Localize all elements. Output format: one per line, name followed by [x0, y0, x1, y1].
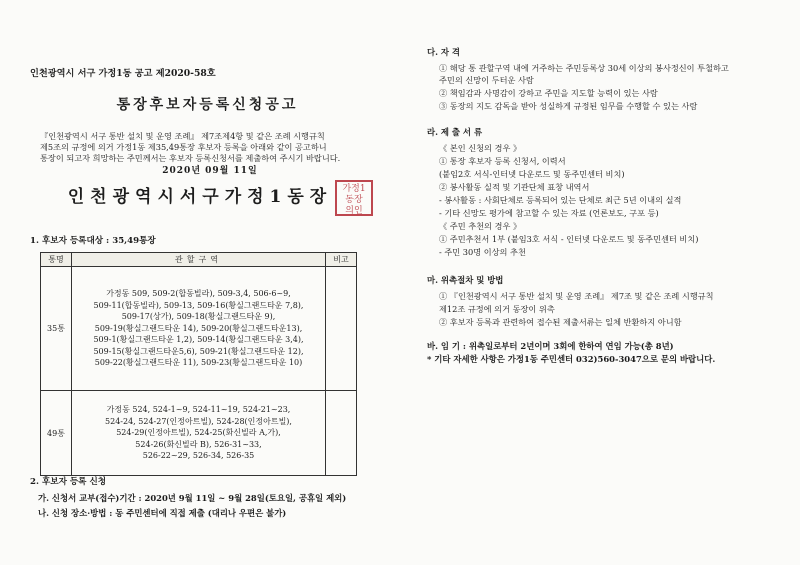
qualification-item: ② 책임감과 사명감이 강하고 주민을 지도할 능력이 있는 사람 [439, 88, 658, 98]
documents-item: - 기타 신망도 평가에 참고할 수 있는 자료 (언론보도, 구포 등) [439, 208, 659, 218]
procedure-title: 마. 위촉절차 및 방법 [427, 275, 504, 285]
procedure-item: 제12조 규정에 의거 동장이 위촉 [439, 304, 555, 314]
application-period: 가. 신청서 교부(접수)기간 : 2020년 9월 11일 ~ 9월 28일(토요일, 공휴일 제외) [38, 493, 347, 503]
col-header-tong: 통명 [41, 253, 72, 267]
application-place: 나. 신청 장소·방법 : 동 주민센터에 직접 제출 (대리나 우편은 불가) [38, 508, 287, 518]
table-row [41, 391, 357, 476]
documents-item: 《 주민 추천의 경우 》 [439, 221, 522, 231]
qualification-item: ③ 동장의 지도 감독을 받아 성실하게 규정된 임무를 수행할 수 있는 사람 [439, 101, 698, 111]
qualification-item: ① 해당 통 관할구역 내에 거주하는 주민등록상 30세 이상의 봉사정신이 투철하고 [439, 63, 729, 73]
notice-title: 통장후보자등록신청공고 [116, 97, 299, 113]
intro-line: 제5조의 규정에 의거 가정1동 제35,49통장 후보자 등록을 아래와 같이 공고하니 [40, 142, 327, 152]
section-1-title: 1. 후보자 등록대상 : 35,49통장 [30, 236, 156, 246]
documents-item: ① 통장 후보자 등록 신청서, 이력서 [439, 156, 566, 166]
intro-line: 『인천광역시 서구 통반 설치 및 운영 조례』 제7조제4항 및 같은 조례 시행규칙 [40, 131, 325, 141]
contact-footnote: * 기타 자세한 사항은 가정1동 주민센터 032)560-3047으로 문의 바랍니다. [427, 354, 716, 364]
documents-title: 라. 제 출 서 류 [427, 127, 483, 137]
area-cell: 가정동 524, 524-1~9, 524-11~19, 524-21~23, 524-24, 524-27(인정아트빌), 524-28(인정아트빌), 524-29(인정아트빌), 524-25(화신빌라 A,가), 524-26(화신빌라 B), 526-31~33, 526-22~29, 526-34, 526-35 [72, 391, 326, 476]
procedure-item: ② 후보자 등록과 관련하여 접수된 제출서류는 일체 반환하지 아니함 [439, 317, 682, 327]
intro-line: 통장이 되고자 희망하는 주민께서는 후보자 등록신청서를 제출하여 주시기 바랍니다. [40, 153, 341, 163]
documents-item: (붙임2호 서식-인터넷 다운로드 및 동주민센터 비치) [439, 169, 625, 179]
district-table [40, 252, 357, 476]
note-cell [326, 391, 357, 476]
term-line: 바. 임 기 : 위촉일로부터 2년이며 3회에 한하여 연임 가능(총 8년) [427, 341, 674, 351]
table-header-row [41, 253, 357, 267]
col-header-area: 관할구역 [72, 253, 326, 267]
documents-item: ② 봉사활동 실적 및 기관단체 표창 내역서 [439, 182, 590, 192]
documents-item: 《 본인 신청의 경우 》 [439, 143, 522, 153]
documents-item: ① 주민추천서 1부 (붙임3호 서식 - 인터넷 다운로드 및 동주민센터 비치) [439, 234, 699, 244]
documents-item: - 봉사활동 : 사회단체로 등록되어 있는 단체로 최근 5년 이내의 실적 [439, 195, 682, 205]
tong-name: 49통 [41, 391, 72, 476]
documents-item: - 주민 30명 이상의 추천 [439, 247, 526, 257]
notice-date: 2020년 09월 11일 [162, 166, 258, 176]
qualification-title: 다. 자 격 [427, 47, 461, 57]
qualification-item: 주민의 신망이 두터운 사람 [439, 75, 534, 85]
table-row [41, 267, 357, 391]
official-seal: 가정1 동장 의인 [335, 180, 373, 216]
col-header-note: 비고 [326, 253, 357, 267]
note-cell [326, 267, 357, 391]
notice-number: 인천광역시 서구 가정1동 공고 제2020-58호 [30, 68, 216, 79]
issuer-name: 인천광역시서구가정1동장 [67, 187, 333, 207]
tong-name: 35통 [41, 267, 72, 391]
procedure-item: ① 『인천광역시 서구 통반 설치 및 운영 조례』 제7조 및 같은 조례 시행규칙 [439, 291, 714, 301]
area-cell: 가정동 509, 509-2(합동빌라), 509-3,4, 506-6~9, 509-11(합동빌라), 509-13, 509-16(황실그랜드타운 7,8), 509-17(상가), 509-18(황실그랜드타운 9), 509-19(황실그랜드타운 14), 509-20(황실그랜드타운13), 509-1(황실그랜드타운 1,2), 509-14(황실그랜드타운 3,4), 509-15(황실그랜드타운5,6), 509-21(황실그랜드타운 12), 509-22(황실그랜드타운 11), 509-23(황실그랜드타운 10) [72, 267, 326, 391]
section-2-title: 2. 후보자 등록 신청 [30, 477, 107, 487]
